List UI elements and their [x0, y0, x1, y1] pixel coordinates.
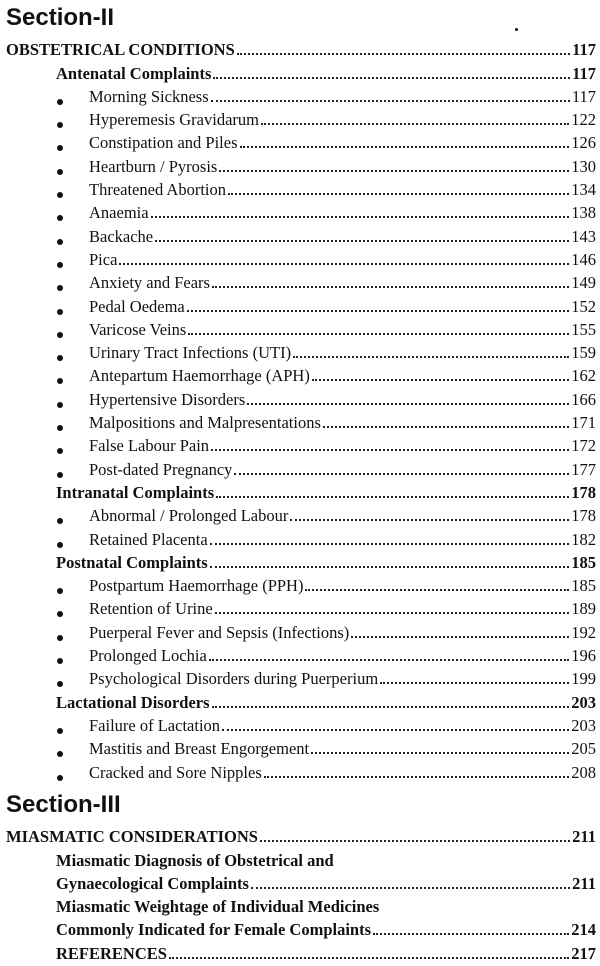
toc-entry-page: 185: [571, 552, 596, 572]
toc-entry: [0, 201, 600, 224]
bullet-icon: [57, 658, 63, 664]
bullet-icon: [57, 355, 63, 361]
toc-entry-title: Mastitis and Breast Engorgement: [89, 739, 310, 759]
toc-entry-page: 211: [572, 827, 596, 847]
dot-leader: [210, 566, 570, 568]
toc-entry-title: Postpartum Haemorrhage (PPH): [89, 576, 304, 596]
bullet-icon: [57, 262, 63, 268]
toc-entry: [0, 131, 600, 154]
toc-entry-title: False Labour Pain: [89, 436, 210, 456]
bullet-icon: [57, 635, 63, 641]
bullet-icon: [57, 169, 63, 175]
toc-entry: [0, 224, 600, 247]
toc-entry-title: Backache: [89, 226, 154, 246]
dot-leader: [211, 100, 570, 102]
toc-entry-page: 182: [571, 529, 596, 549]
toc-entry-title: Lactational Disorders: [56, 692, 210, 712]
toc-entry: [0, 411, 600, 434]
toc-entry-page: 203: [571, 692, 596, 712]
toc-entry-title: Constipation and Piles: [89, 133, 238, 153]
toc-entry-page: 171: [571, 413, 596, 433]
toc-entry-title: Psychological Disorders during Puerperium: [89, 669, 379, 689]
bullet-icon: [57, 145, 63, 151]
bullet-icon: [57, 122, 63, 128]
bullet-icon: [57, 775, 63, 781]
dot-leader: [228, 193, 569, 195]
dot-leader: [237, 53, 570, 55]
toc-entry-title: Cracked and Sore Nipples: [89, 762, 262, 782]
toc-entry-title: Malpositions and Malpresentations: [89, 413, 321, 433]
toc-entry-page: 138: [571, 203, 596, 223]
toc-entry-title: Post-dated Pregnancy: [89, 459, 233, 479]
toc-entry-title: Antepartum Haemorrhage (APH): [89, 366, 310, 386]
toc-entry-title: Miasmatic Weightage of Individual Medicines: [56, 897, 380, 917]
toc-entry-title: Antenatal Complaints: [56, 63, 212, 83]
toc-entry-title: Urinary Tract Infections (UTI): [89, 343, 292, 363]
toc-entry: [0, 574, 600, 597]
toc-entry-title: Anaemia: [89, 203, 149, 223]
dot-leader: [293, 356, 569, 358]
toc-entry-title: Prolonged Lochia: [89, 646, 207, 666]
toc-entry: [0, 178, 600, 201]
toc-page: Section-II OBSTETRICAL CONDITIONS 117 Antenatal Complaints 117 Morning Sickness 117 Hyperemesis Gravidarum 122 Constipation and Piles 126 Heartburn / Pyrosis 130 Threatened Abortion 134 Anaemia 138 Backache 143 Pica 146 Anxiety and Fears 149 Pedal Oedema 152 Varicose Veins 155 Urinary Tract Infections (UTI) 159 Antepartum Haemorrhage (APH) 162 Hypertensive Disorders 166 Malpositions and Malpresentations 171 False Labour Pain 172 Post-dated Pregnancy 177 Intranatal Complaints 178 Abnormal / Prolonged Labour 178 Retained Placenta 182 Postnatal Complaints 185 Postpartum Haemorrhage (PPH) 185 Retention of Urine 189 Puerperal Fever and Sepsis (Infections) 192 Prolonged Lochia 196 Psychological Disorders during Puerperium 199 Lactational Disorders 203 Failure of Lactation 203 Mastitis and Breast Engorgement 205 Cracked and Sore Nipples 208 Section-III MIASMATIC CONSIDERATIONS 211 Miasmatic Diagnosis of Obstetrical and Gynaecological Complaints 211 Miasmatic Weightage of Individual Medicines Commonly Indicated for Female Complaints 214 REFERENCES 217: [0, 0, 600, 966]
toc-entry: [0, 620, 600, 643]
toc-entry-page: 117: [571, 86, 596, 106]
toc-entry-title: Hyperemesis Gravidarum: [89, 110, 259, 130]
toc-entry-title: Abnormal / Prolonged Labour: [89, 506, 289, 526]
dot-leader: [219, 170, 569, 172]
toc-entry: [0, 318, 600, 341]
dot-leader: [234, 473, 569, 475]
dot-leader: [151, 216, 570, 218]
toc-entry-title: Hypertensive Disorders: [89, 389, 246, 409]
toc-entry-page: 146: [571, 249, 596, 269]
print-speck: [515, 28, 518, 31]
toc-entry-title: Intranatal Complaints: [56, 482, 215, 502]
dot-leader: [323, 426, 569, 428]
toc-entry: [0, 825, 600, 848]
toc-entry-page: 185: [571, 576, 596, 596]
toc-entry: [0, 481, 600, 504]
bullet-icon: [57, 99, 63, 105]
toc-entry-title: Gynaecological Complaints: [56, 873, 249, 893]
dot-leader: [212, 286, 569, 288]
toc-entry: [0, 760, 600, 783]
dot-leader: [188, 333, 569, 335]
toc-entry-title: Morning Sickness: [89, 86, 209, 106]
dot-leader: [240, 146, 570, 148]
dot-leader: [312, 379, 569, 381]
toc-entry: [0, 941, 600, 964]
toc-entry-page: 152: [571, 296, 596, 316]
bullet-icon: [57, 751, 63, 757]
bullet-icon: [57, 542, 63, 548]
bullet-icon: [57, 215, 63, 221]
toc-entry: [0, 644, 600, 667]
dot-leader: [305, 589, 569, 591]
dot-leader: [213, 77, 570, 79]
dot-leader: [290, 519, 569, 521]
toc-entry: [0, 690, 600, 713]
toc-entry-title: MIASMATIC CONSIDERATIONS: [6, 827, 258, 847]
toc-entry: [0, 872, 600, 895]
toc-entry: [0, 895, 600, 918]
toc-entry-page: 178: [571, 506, 596, 526]
dot-leader: [261, 123, 569, 125]
toc-entry-title: Anxiety and Fears: [89, 273, 210, 293]
toc-entry: [0, 597, 600, 620]
bullet-icon: [57, 728, 63, 734]
dot-leader: [209, 659, 569, 661]
bullet-icon: [57, 309, 63, 315]
bullet-icon: [57, 192, 63, 198]
toc-entry-title: Retained Placenta: [89, 529, 208, 549]
toc-entry-page: 172: [571, 436, 596, 456]
toc-entry: [0, 85, 600, 108]
bullet-icon: [57, 681, 63, 687]
toc-entry-page: 203: [571, 715, 596, 735]
section-2-entries: [0, 38, 600, 784]
toc-entry-page: 122: [571, 110, 596, 130]
bullet-icon: [57, 611, 63, 617]
toc-entry-page: 189: [571, 599, 596, 619]
toc-entry-page: 177: [571, 459, 596, 479]
toc-entry-page: 192: [571, 622, 596, 642]
dot-leader: [210, 543, 570, 545]
dot-leader: [247, 403, 569, 405]
dot-leader: [373, 933, 569, 935]
toc-entry: [0, 271, 600, 294]
dot-leader: [380, 682, 569, 684]
toc-entry-page: 130: [571, 156, 596, 176]
toc-entry: [0, 457, 600, 480]
dot-leader: [264, 776, 570, 778]
toc-entry: [0, 918, 600, 941]
toc-entry-page: 199: [571, 669, 596, 689]
bullet-icon: [57, 472, 63, 478]
toc-entry-title: Heartburn / Pyrosis: [89, 156, 218, 176]
toc-entry: [0, 248, 600, 271]
toc-entry-page: 155: [571, 319, 596, 339]
toc-entry: [0, 387, 600, 410]
bullet-icon: [57, 239, 63, 245]
toc-entry-page: 214: [571, 920, 596, 940]
toc-entry-page: 196: [571, 646, 596, 666]
dot-leader: [222, 729, 569, 731]
toc-entry-title: Miasmatic Diagnosis of Obstetrical and: [56, 850, 334, 870]
dot-leader: [311, 752, 569, 754]
toc-entry: [0, 737, 600, 760]
dot-leader: [216, 496, 569, 498]
toc-entry-page: 117: [572, 63, 596, 83]
toc-entry-page: 134: [571, 180, 596, 200]
toc-entry: [0, 551, 600, 574]
bullet-icon: [57, 378, 63, 384]
toc-entry-page: 205: [571, 739, 596, 759]
toc-entry: [0, 667, 600, 690]
dot-leader: [187, 310, 569, 312]
section-2-title: Section-II: [6, 4, 115, 31]
bullet-icon: [57, 332, 63, 338]
dot-leader: [260, 840, 570, 842]
toc-entry-page: 217: [571, 943, 596, 963]
toc-entry-title: Pedal Oedema: [89, 296, 185, 316]
dot-leader: [155, 240, 569, 242]
toc-entry: [0, 714, 600, 737]
toc-entry-page: 159: [571, 343, 596, 363]
toc-entry: [0, 108, 600, 131]
toc-entry-title: Failure of Lactation: [89, 715, 221, 735]
toc-entry: [0, 154, 600, 177]
dot-leader: [211, 449, 569, 451]
toc-entry: [0, 504, 600, 527]
dot-leader: [215, 612, 570, 614]
dot-leader: [251, 887, 570, 889]
toc-entry-page: 149: [571, 273, 596, 293]
toc-entry: [0, 848, 600, 871]
toc-entry-page: 178: [571, 482, 596, 502]
toc-entry: [0, 294, 600, 317]
bullet-icon: [57, 425, 63, 431]
bullet-icon: [57, 285, 63, 291]
toc-entry: [0, 527, 600, 550]
toc-entry-title: Varicose Veins: [89, 319, 187, 339]
toc-entry: [0, 364, 600, 387]
dot-leader: [351, 636, 569, 638]
toc-entry-title: Retention of Urine: [89, 599, 213, 619]
toc-entry-page: 162: [571, 366, 596, 386]
toc-entry-page: 166: [571, 389, 596, 409]
toc-entry-title: Postnatal Complaints: [56, 552, 208, 572]
bullet-icon: [57, 402, 63, 408]
toc-entry-page: 126: [571, 133, 596, 153]
toc-entry-title: Pica: [89, 249, 118, 269]
toc-entry-title: Puerperal Fever and Sepsis (Infections): [89, 622, 350, 642]
toc-entry-title: OBSTETRICAL CONDITIONS: [6, 40, 235, 60]
dot-leader: [119, 263, 569, 265]
toc-entry-page: 208: [571, 762, 596, 782]
toc-entry: [0, 341, 600, 364]
toc-entry: [0, 434, 600, 457]
toc-entry-page: 143: [571, 226, 596, 246]
toc-entry-page: 211: [572, 873, 596, 893]
toc-entry-title: REFERENCES: [56, 943, 167, 963]
bullet-icon: [57, 588, 63, 594]
dot-leader: [212, 706, 570, 708]
bullet-icon: [57, 518, 63, 524]
toc-entry-title: Threatened Abortion: [89, 180, 226, 200]
toc-entry: [0, 38, 600, 61]
dot-leader: [169, 957, 569, 959]
toc-entry: [0, 61, 600, 84]
toc-entry-page: 117: [572, 40, 596, 60]
bullet-icon: [57, 448, 63, 454]
toc-entry-title: Commonly Indicated for Female Complaints: [56, 920, 372, 940]
section-3-entries: [0, 825, 600, 965]
